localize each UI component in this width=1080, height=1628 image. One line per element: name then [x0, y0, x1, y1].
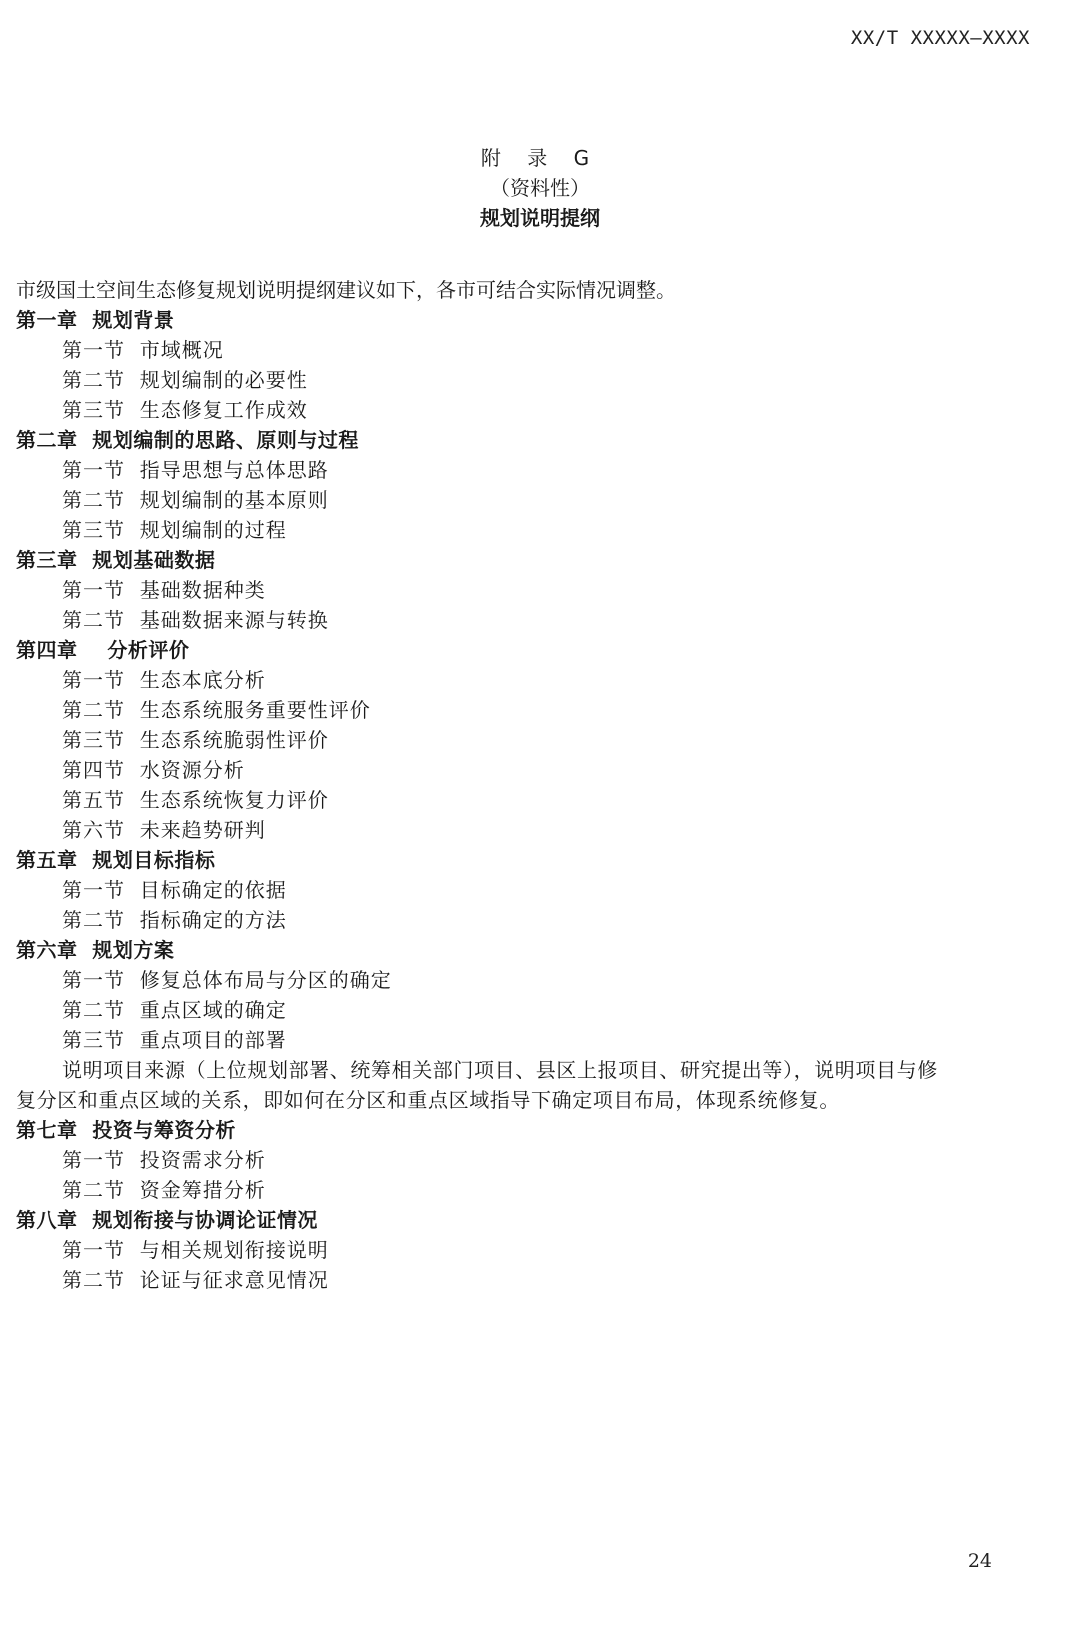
chapter-7-section-2: 第二节 资金筹措分析 — [62, 1178, 266, 1202]
chapter-6-note-line-2: 复分区和重点区域的关系，即如何在分区和重点区域指导下确定项目布局，体现系统修复。 — [16, 1088, 840, 1112]
chapter-7-section-1: 第一节 投资需求分析 — [62, 1148, 266, 1172]
chapter-4-section-4: 第四节 水资源分析 — [62, 758, 245, 782]
chapter-5-section-1: 第一节 目标确定的依据 — [62, 878, 287, 902]
chapter-4-section-3: 第三节 生态系统脆弱性评价 — [62, 728, 329, 752]
chapter-8-section-2: 第二节 论证与征求意见情况 — [62, 1268, 329, 1292]
page-number: 24 — [967, 1550, 992, 1572]
chapter-6-section-3: 第三节 重点项目的部署 — [62, 1028, 287, 1052]
chapter-8-title: 第八章 规划衔接与协调论证情况 — [16, 1208, 318, 1232]
chapter-1-section-2: 第二节 规划编制的必要性 — [62, 368, 308, 392]
appendix-name: 规划说明提纲 — [480, 206, 600, 230]
chapter-3-section-1: 第一节 基础数据种类 — [62, 578, 266, 602]
chapter-4-title: 第四章 分析评价 — [16, 638, 190, 662]
chapter-1-section-3: 第三节 生态修复工作成效 — [62, 398, 308, 422]
chapter-4-section-1: 第一节 生态本底分析 — [62, 668, 266, 692]
chapter-6-section-2: 第二节 重点区域的确定 — [62, 998, 287, 1022]
chapter-4-section-6: 第六节 未来趋势研判 — [62, 818, 266, 842]
chapter-3-title: 第三章 规划基础数据 — [16, 548, 216, 572]
chapter-4-section-2: 第二节 生态系统服务重要性评价 — [62, 698, 371, 722]
chapter-4-section-5: 第五节 生态系统恢复力评价 — [62, 788, 329, 812]
chapter-5-title: 第五章 规划目标指标 — [16, 848, 216, 872]
chapter-2-section-1: 第一节 指导思想与总体思路 — [62, 458, 329, 482]
appendix-title-block — [0, 143, 1080, 233]
chapter-2-section-2: 第二节 规划编制的基本原则 — [62, 488, 329, 512]
outline-content — [16, 275, 1056, 1295]
appendix-label: 附 录 G — [480, 146, 600, 170]
chapter-8-section-1: 第一节 与相关规划衔接说明 — [62, 1238, 329, 1262]
standard-code: XX/T XXXXX—XXXX — [850, 27, 1030, 49]
chapter-1-section-1: 第一节 市域概况 — [62, 338, 224, 362]
chapter-6-section-1: 第一节 修复总体布局与分区的确定 — [62, 968, 392, 992]
chapter-7-title: 第七章 投资与筹资分析 — [16, 1118, 236, 1142]
chapter-6-title: 第六章 规划方案 — [16, 938, 175, 962]
chapter-1-title: 第一章 规划背景 — [16, 308, 175, 332]
appendix-nature: （资料性） — [490, 176, 590, 200]
intro-text: 市级国土空间生态修复规划说明提纲建议如下，各市可结合实际情况调整。 — [16, 278, 676, 302]
chapter-3-section-2: 第二节 基础数据来源与转换 — [62, 608, 329, 632]
chapter-6-note-line-1: 说明项目来源（上位规划部署、统筹相关部门项目、县区上报项目、研究提出等），说明项目与修 — [62, 1058, 938, 1082]
chapter-5-section-2: 第二节 指标确定的方法 — [62, 908, 287, 932]
chapter-2-section-3: 第三节 规划编制的过程 — [62, 518, 287, 542]
chapter-2-title: 第二章 规划编制的思路、原则与过程 — [16, 428, 359, 452]
